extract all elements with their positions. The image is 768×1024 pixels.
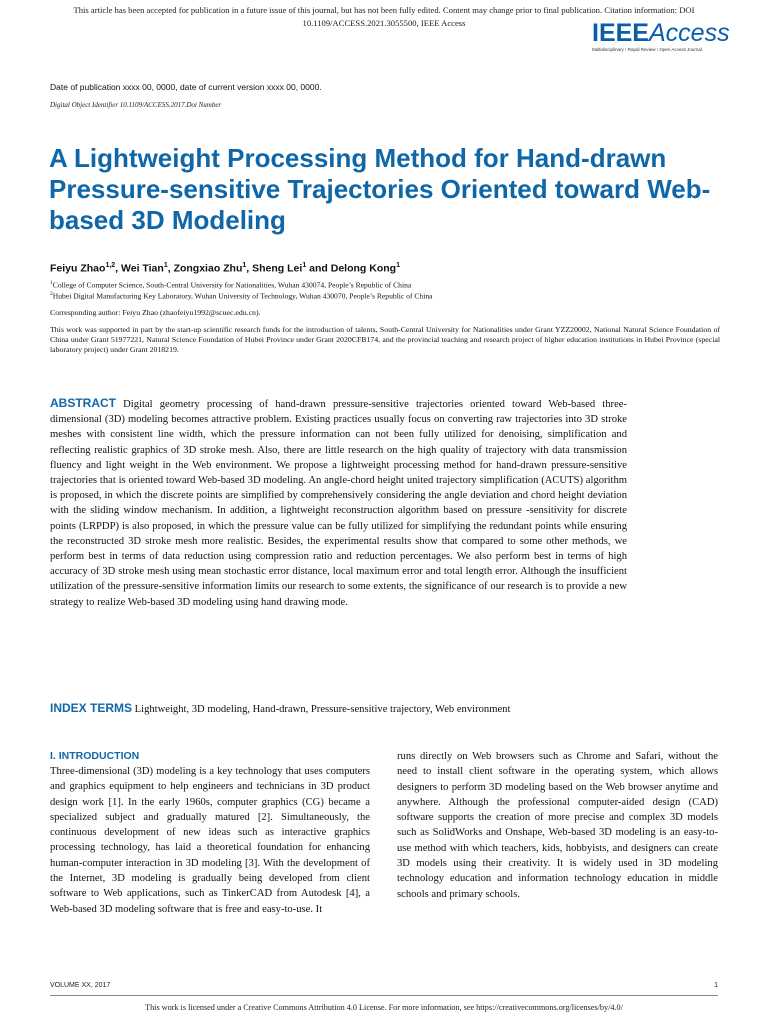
funding-statement: This work was supported in part by the start-up scientific research funds for the introduction of talents, South-Central University for Nationalities under Grant YZZ20002, National Natural Science Foundation of China under Grant 51977221, Natural Science Foundation of Hubei Province under Grant 2020CFB174, and the provincial teaching and research project of higher education institutions in Hubei Province (special laboratory project) under Grant 2018219.: [50, 325, 720, 354]
corresponding-author: Corresponding author: Feiyu Zhao (zhaofeiyu1992@scuec.edu.cn).: [50, 308, 261, 317]
index-terms-label: INDEX TERMS: [50, 701, 133, 715]
notice-line-1: This article has been accepted for publication in a future issue of this journal, but has not been fully edited. Content may change prior to final publication. Citation information: DOI: [73, 5, 695, 15]
ieee-access-logo: [592, 19, 730, 56]
doi-line: Digital Object Identifier 10.1109/ACCESS.2017.Doi Number: [50, 101, 222, 109]
index-terms-text: Lightweight, 3D modeling, Hand-drawn, Pressure-sensitive trajectory, Web environment: [134, 704, 511, 715]
author: Delong Kong: [330, 262, 397, 275]
author: Wei Tian: [121, 262, 164, 275]
license-notice: This work is licensed under a Creative Commons Attribution 4.0 License. For more information, see https://creativecommons.org/licenses/by/4.0/: [145, 1003, 623, 1012]
author: Zongxiao Zhu: [173, 262, 243, 275]
affiliation-text: Hubei Digital Manufacturing Key Laboratory, Wuhan University of Technology, Wuhan 430070, People’s Republic of China: [52, 291, 433, 301]
author-affil-sup: 1: [163, 262, 168, 269]
author: Feiyu Zhao: [50, 262, 106, 275]
author-separator: ,: [167, 262, 174, 275]
publication-date: Date of publication xxxx 00, 0000, date of current version xxxx 00, 0000.: [50, 82, 322, 92]
paper-title: A Lightweight Processing Method for Hand-drawn Pressure-sensitive Trajectories Oriented toward Web-based 3D Modeling: [49, 143, 711, 235]
author-list: [50, 262, 400, 275]
logo-access-text: Access: [648, 19, 730, 47]
author: Sheng Lei: [252, 262, 303, 275]
author-separator: ,: [246, 262, 253, 275]
author-affil-sup: 1: [242, 262, 247, 269]
author-affil-sup: 1: [302, 262, 307, 269]
author-separator: and: [306, 262, 331, 275]
logo-tagline: Multidisciplinary ⁝ Rapid Review ⁝ Open Access Journal: [592, 47, 702, 52]
abstract-label: ABSTRACT: [50, 396, 116, 410]
author-affil-sup: 1: [396, 262, 400, 269]
index-terms: [50, 701, 650, 715]
section-heading-introduction: I. INTRODUCTION: [50, 750, 140, 762]
affiliation-text: College of Computer Science, South-Central University for Nationalities, Wuhan 430074, People’s Republic of China: [52, 280, 412, 290]
volume-footer: VOLUME XX, 2017: [50, 982, 111, 989]
author-separator: ,: [115, 262, 122, 275]
affiliation-2: [50, 289, 433, 302]
abstract: [50, 396, 627, 610]
intro-left-column: Three-dimensional (3D) modeling is a key technology that uses computers and graphics equipment to help engineers and technicians in 3D product design work [1]. In the early 1960s, computer graphics (CG) became a specialized subject and gradually matured [2]. Simultaneously, the continuous development of new ideas such as interactive graphics processing technology, has laid a theoretical foundation for enhancing human-computer interaction in 3D modeling [3]. With the development of the Internet, 3D modeling is gradually being developed from client software to Web applications, such as TinkerCAD from Autodesk [4], a Web-based 3D modeling software that is free and easy-to-use. It: [50, 766, 370, 915]
author-affil-sup: 1,2: [105, 262, 116, 269]
footer-divider: [50, 995, 718, 996]
abstract-text: Digital geometry processing of hand-drawn pressure-sensitive trajectories oriented toward Web-based three-dimensional (3D) modeling becomes attractive problem. Existing practices usually focus on converting raw trajectories into 3D stroke meshes with consistent line width, which the pressure information can not been fully utilized for denoising, simplification and reflecting realistic graphics of 3D stroke mesh. Also, there are little research on the high quality of trajectory with data transmission fluency and light weight in the Web environment. We propose a lightweight processing method for hand-drawn pressure-sensitive trajectories that is oriented toward Web-based 3D modeling. An angle-chord height united trajectory simplification (ACUTS) algorithm is proposed, in which the discrete points are simplified by comprehensively considering the angle deviation and chord height deviation with the sliding window mechanism. In addition, a lightweight reconstruction algorithm based on pressure -sensitivity for discrete points (LRPDP) is also proposed, in which the pressure value can be fully utilized for simplifying the redundant points while ensuring the reconstructed 3D stroke mesh more realistic. Besides, the experimental results show that compared to some other methods, we perform best in terms of data reduction using compression ratio and reduction percentages. We also perform best in terms of high accuracy of 3D stroke mesh using mean stochastic error distance, local maximum error and total length error. Although the insufficient utilization of the pressure-sensitive information limits our research to some extents, the significance of our research is to provide a new strategy to realize Web-based 3D modeling using hand drawing mode.: [50, 399, 627, 608]
affiliation-sup: 2: [50, 291, 53, 297]
affiliation-sup: 1: [50, 280, 53, 286]
page-number: 1: [714, 982, 718, 989]
notice-line-2: 10.1109/ACCESS.2021.3055500, IEEE Access: [302, 18, 466, 28]
intro-right-column: runs directly on Web browsers such as Chrome and Safari, without the need to install client software in the operating system, which allows designers to perform 3D modeling based on the Web browser anytime and anywhere. Although the professional computer-aided design (CAD) software supports the creation of more precise and complex 3D models such as SolidWorks and Onshape, Web-based 3D modeling is an easy-to-use method with which teachers, kids, hobbyists, and designers can create 3D models using their creativity. It is widely used in 3D modeling technology education and information technology education in middle schools and primary schools.: [397, 751, 718, 900]
logo-ieee-text: IEEE: [592, 19, 649, 47]
